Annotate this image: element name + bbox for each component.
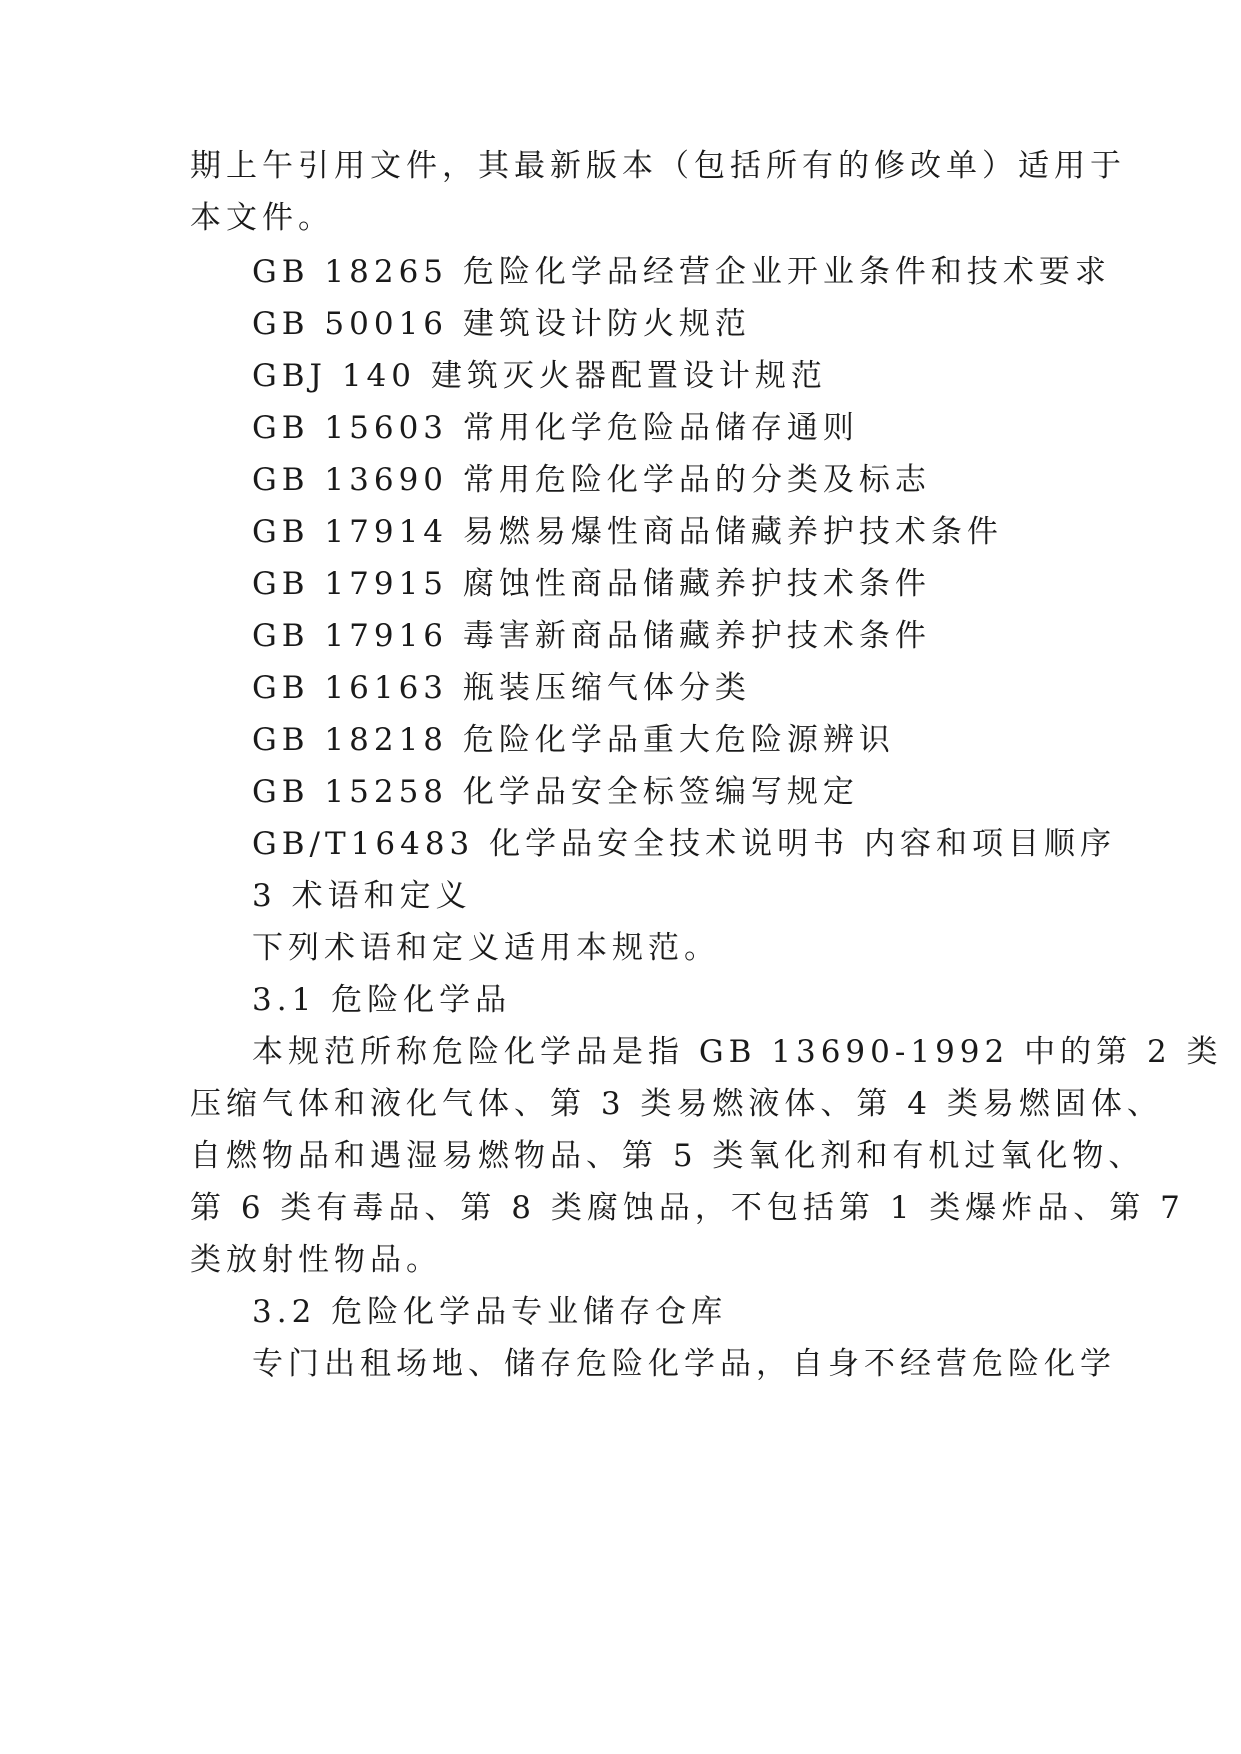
section-3-1-line: 压缩气体和液化气体、第 3 类易燃液体、第 4 类易燃固体、: [190, 1086, 1163, 1122]
section-3-heading: 3 术语和定义: [252, 878, 472, 914]
intro-line-2: 本文件。: [190, 200, 334, 236]
reference-item: GB 18265 危险化学品经营企业开业条件和技术要求: [252, 254, 1111, 290]
reference-item: GB 13690 常用危险化学品的分类及标志: [252, 462, 931, 498]
section-3-intro: 下列术语和定义适用本规范。: [252, 930, 720, 966]
section-3-1-line: 自燃物品和遇湿易燃物品、第 5 类氧化剂和有机过氧化物、: [190, 1138, 1145, 1174]
section-3-2-heading: 3.2 危险化学品专业储存仓库: [252, 1294, 728, 1330]
section-3-2-line: 专门出租场地、储存危险化学品，自身不经营危险化学: [252, 1346, 1116, 1382]
reference-item: GB 17915 腐蚀性商品储藏养护技术条件: [252, 566, 931, 602]
reference-item: GB/T16483 化学品安全技术说明书 内容和项目顺序: [252, 826, 1116, 862]
section-3-1-line: 本规范所称危险化学品是指 GB 13690-1992 中的第 2 类: [252, 1034, 1223, 1070]
reference-item: GB 17916 毒害新商品储藏养护技术条件: [252, 618, 931, 654]
reference-item: GB 15258 化学品安全标签编写规定: [252, 774, 859, 810]
reference-item: GBJ 140 建筑灭火器配置设计规范: [252, 358, 827, 394]
reference-item: GB 17914 易燃易爆性商品储藏养护技术条件: [252, 514, 1003, 550]
reference-item: GB 16163 瓶装压缩气体分类: [252, 670, 751, 706]
reference-item: GB 50016 建筑设计防火规范: [252, 306, 751, 342]
reference-item: GB 18218 危险化学品重大危险源辨识: [252, 722, 895, 758]
section-3-1-heading: 3.1 危险化学品: [252, 982, 512, 1018]
reference-item: GB 15603 常用化学危险品储存通则: [252, 410, 859, 446]
section-3-1-line: 类放射性物品。: [190, 1242, 442, 1278]
intro-line-1: 期上午引用文件，其最新版本（包括所有的修改单）适用于: [190, 148, 1126, 184]
section-3-1-line: 第 6 类有毒品、第 8 类腐蚀品，不包括第 1 类爆炸品、第 7: [190, 1190, 1185, 1226]
